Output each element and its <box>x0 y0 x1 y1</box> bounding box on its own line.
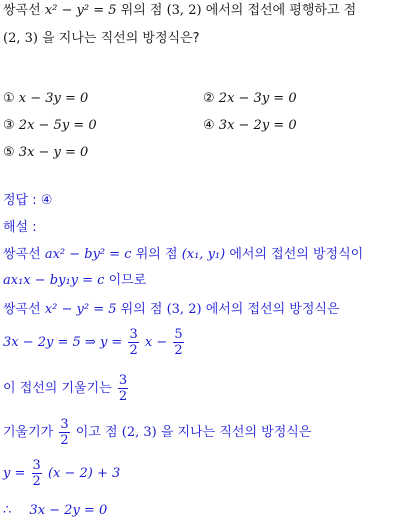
s1-point: (x₁, y₁) <box>181 247 226 262</box>
option-equation: 3x − y = 0 <box>18 145 89 160</box>
s3-equation: x² − y² = 5 <box>44 302 117 317</box>
s3-point: (3, 2) <box>166 302 202 317</box>
solution-line-3 <box>3 301 340 319</box>
q1-point: (3, 2) <box>166 3 202 18</box>
s6-prefix: 기울기가 <box>3 425 54 440</box>
s4-equation-left: 3x − 2y = 5 ⇒ y = <box>3 335 123 350</box>
fraction-5-over-2 <box>173 327 183 358</box>
s2-suffix: 이므로 <box>108 273 147 288</box>
s3-prefix: 쌍곡선 <box>3 302 45 317</box>
option-1[interactable] <box>3 91 88 106</box>
option-4[interactable] <box>203 118 297 133</box>
solution-line-2 <box>3 272 146 290</box>
s1-prefix: 쌍곡선 <box>3 247 45 262</box>
s5-text: 이 접선의 기울기는 <box>3 381 112 396</box>
option-3[interactable] <box>3 118 97 133</box>
therefore-symbol: ∴ <box>3 503 12 518</box>
fraction-3-over-2 <box>128 327 138 358</box>
q2-suffix: 을 지나는 직선의 방정식은? <box>42 31 200 46</box>
option-equation: 2x − 3y = 0 <box>218 91 297 106</box>
s3-middle: 위의 점 <box>120 302 167 317</box>
option-2[interactable] <box>203 91 297 106</box>
s3-suffix: 에서의 접선의 방정식은 <box>205 302 340 317</box>
s4-x-minus: x − <box>144 335 168 350</box>
question-line-2 <box>3 30 200 48</box>
fraction-denominator: 2 <box>118 389 128 404</box>
solution-line-4 <box>3 327 186 359</box>
s7-lhs: y = <box>3 466 26 481</box>
s2-equation: ax₁x − by₁y = c <box>3 273 105 288</box>
final-equation: 3x − 2y = 0 <box>29 503 108 518</box>
fraction-numerator: 5 <box>174 327 183 342</box>
q1-suffix: 에서의 접선에 평행하고 점 <box>205 3 357 18</box>
q1-equation: x² − y² = 5 <box>44 3 117 18</box>
option-marker: ③ <box>3 118 15 133</box>
s6-suffix: 을 지나는 직선의 방정식은 <box>160 425 312 440</box>
s7-rhs: (x − 2) + 3 <box>47 466 121 481</box>
option-equation: x − 3y = 0 <box>18 91 89 106</box>
fraction-numerator: 3 <box>60 417 69 432</box>
solution-line-5 <box>3 373 130 405</box>
s1-middle: 위의 점 <box>135 247 182 262</box>
question-line-1 <box>3 2 356 20</box>
fraction-denominator: 2 <box>60 433 69 448</box>
fraction-denominator: 2 <box>32 474 41 489</box>
s6-middle: 이고 점 <box>75 425 122 440</box>
option-marker: ⑤ <box>3 145 15 160</box>
slope-fraction <box>59 417 69 448</box>
option-marker: ② <box>203 91 215 106</box>
solution-line-6 <box>3 417 311 449</box>
option-equation: 3x − 2y = 0 <box>218 118 297 133</box>
q1-middle: 위의 점 <box>120 3 167 18</box>
answer-label: 정답 : ④ <box>3 193 53 208</box>
s6-point: (2, 3) <box>121 425 157 440</box>
option-marker: ① <box>3 91 15 106</box>
solution-line-8 <box>3 502 107 520</box>
q1-prefix: 쌍곡선 <box>3 3 45 18</box>
q2-point: (2, 3) <box>3 31 38 46</box>
solution-line-7 <box>3 458 120 490</box>
s1-suffix: 에서의 접선의 방정식이 <box>229 247 364 262</box>
fraction-numerator: 3 <box>129 327 138 342</box>
fraction-numerator: 3 <box>118 373 128 388</box>
slope-fraction <box>118 373 128 404</box>
solution-line-1 <box>3 246 363 264</box>
explanation-label: 해설 : <box>3 220 37 235</box>
fraction-denominator: 2 <box>174 343 183 358</box>
s1-equation: ax² − by² = c <box>44 247 132 262</box>
slope-fraction <box>32 458 42 489</box>
fraction-denominator: 2 <box>129 343 138 358</box>
option-equation: 2x − 5y = 0 <box>18 118 97 133</box>
option-marker: ④ <box>203 118 215 133</box>
fraction-numerator: 3 <box>32 458 41 473</box>
option-5[interactable] <box>3 145 88 160</box>
